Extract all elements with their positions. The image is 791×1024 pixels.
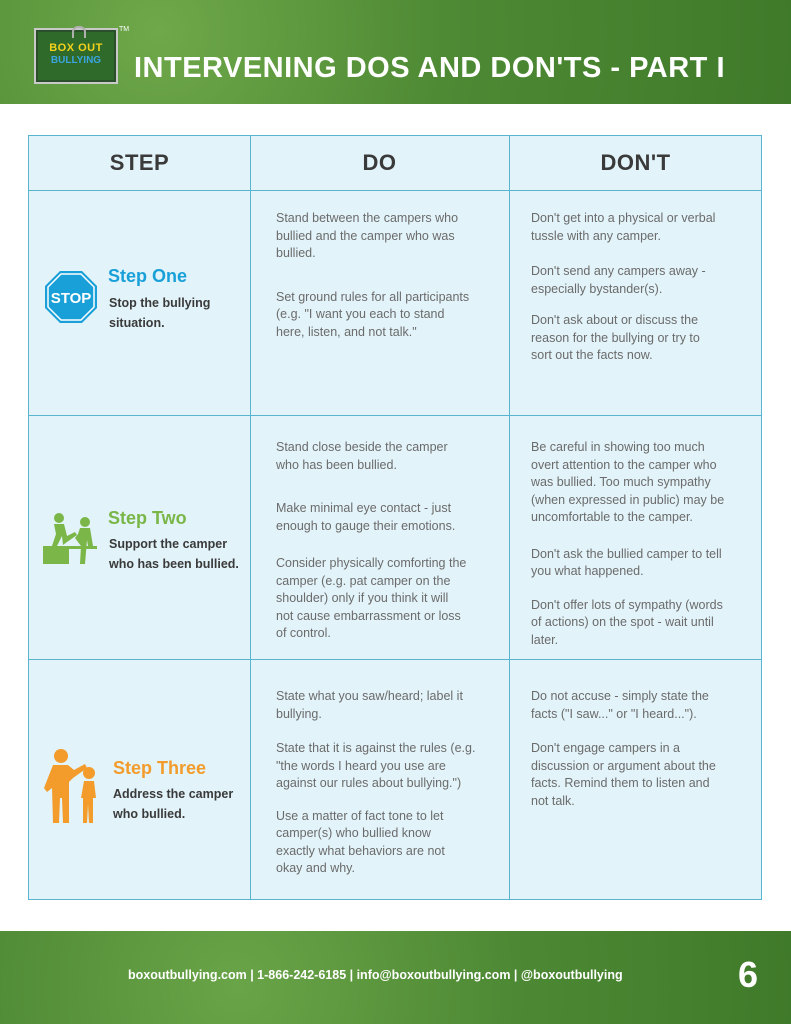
row-divider — [29, 659, 761, 660]
row-divider — [29, 190, 761, 191]
dont-item: Don't send any campers away - especially bystander(s). — [531, 264, 706, 296]
padlock-icon — [72, 26, 86, 38]
trademark: TM — [119, 26, 130, 33]
step-two-subtitle — [109, 534, 239, 574]
step-three-title: Step Three — [113, 758, 207, 778]
page-number: 6 — [738, 954, 759, 995]
dont-item: Don't ask the bullied camper to tell you what happened. — [531, 546, 722, 578]
step-three-subtitle — [113, 784, 233, 824]
column-header-do: DO — [362, 150, 397, 175]
logo-line-2: BULLYING — [50, 55, 102, 66]
subtitle-line: situation. — [109, 316, 165, 330]
page-title: INTERVENING DOS AND DON'TS - PART I — [134, 52, 726, 84]
dont-item: Don't engage campers in a discussion or argument about the facts. Remind them to listen and not talk. — [531, 741, 716, 808]
do-item: Make minimal eye contact - just enough to gauge their emotions. — [276, 501, 456, 533]
step-two-title: Step Two — [108, 508, 187, 528]
stop-sign-icon — [44, 270, 98, 329]
column-header-step: STEP — [109, 150, 170, 175]
step-three-do — [276, 688, 475, 878]
step-one-do — [276, 210, 469, 341]
subtitle-line: Support the camper — [109, 537, 228, 551]
dont-item: Do not accuse - simply state the facts ("I saw..." or "I heard..."). — [531, 689, 709, 721]
dont-item: Don't ask about or discuss the reason for the bullying or try to sort out the facts now. — [531, 313, 700, 362]
do-item: Consider physically comforting the camper (e.g. pat camper on the shoulder) only if you think it will not cause embarrassment or loss of control. — [276, 556, 467, 640]
subtitle-line: Address the camper — [113, 787, 234, 801]
step-one-subtitle — [109, 293, 210, 333]
do-item: Stand close beside the camper who has been bullied. — [276, 440, 448, 472]
step-one-title: Step One — [108, 266, 188, 286]
logo-line-1: BOX OUT — [49, 42, 103, 54]
dont-item: Don't get into a physical or verbal tussle with any camper. — [531, 211, 716, 243]
dos-donts-table — [28, 135, 762, 900]
column-divider — [250, 136, 251, 899]
step-two-do — [276, 439, 466, 643]
box-out-bullying-logo — [34, 28, 118, 84]
subtitle-line: who bullied. — [113, 807, 186, 821]
step-two-dont — [531, 439, 724, 649]
row-divider — [29, 415, 761, 416]
do-item: State what you saw/heard; label it bullying. — [276, 689, 463, 721]
do-item: State that it is against the rules (e.g. "the words I heard you use are against our rules about bullying.") — [276, 741, 476, 790]
do-item: Stand between the campers who bullied and the camper who was bullied. — [276, 211, 459, 260]
dont-item: Don't offer lots of sympathy (words of actions) on the spot - wait until later. — [531, 597, 723, 647]
subtitle-line: Stop the bullying — [109, 296, 211, 310]
step-one-dont — [531, 210, 715, 365]
subtitle-line: who has been bullied. — [109, 557, 239, 571]
column-divider — [509, 136, 510, 899]
stop-sign-text: STOP — [50, 290, 92, 307]
dont-item: Be careful in showing too much overt attention to the camper who was bullied. Too much sympathy (when expressed in public) may be uncomfortable to the camper. — [531, 440, 725, 524]
do-item: Use a matter of fact tone to let camper(s) who bullied know exactly what behaviors are not okay and why. — [276, 808, 445, 875]
step-three-dont — [531, 688, 716, 810]
column-header-dont: DON'T — [600, 150, 671, 175]
helping-hand-icon — [41, 512, 99, 571]
do-item: Set ground rules for all participants (e.g. "I want you each to stand here, listen, and not talk." — [276, 289, 470, 339]
footer-contact: boxoutbullying.com | 1-866-242-6185 | info@boxoutbullying.com | @boxoutbullying — [128, 968, 623, 982]
confront-person-icon — [41, 748, 105, 831]
